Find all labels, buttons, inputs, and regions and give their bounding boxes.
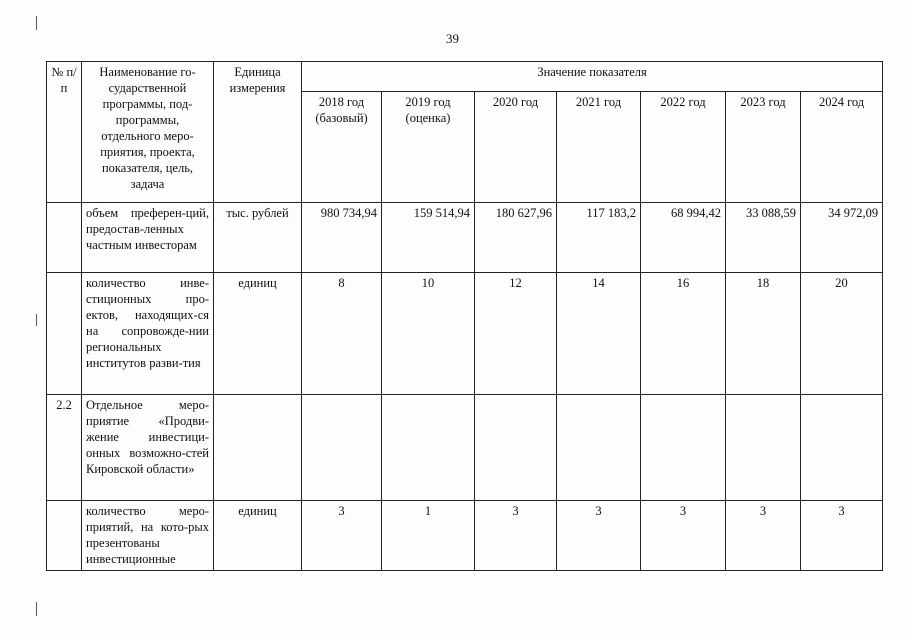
scan-mark-middle	[36, 314, 37, 326]
header-no: № п/п	[47, 62, 82, 203]
row-no	[47, 203, 82, 273]
row-value: 159 514,94	[382, 203, 475, 273]
row-unit: единиц	[214, 273, 302, 395]
table-row	[47, 203, 883, 273]
page-number: 39	[446, 31, 459, 46]
table-row	[47, 395, 883, 501]
row-name: количество меро-приятий, на кото-рых презентованы инвестиционные	[82, 501, 214, 571]
row-value: 180 627,96	[475, 203, 557, 273]
indicator-table	[46, 61, 883, 571]
row-value: 3	[557, 501, 641, 571]
row-value	[801, 395, 883, 501]
row-value: 33 088,59	[726, 203, 801, 273]
header-row-1	[47, 62, 883, 92]
row-value	[382, 395, 475, 501]
row-value	[641, 395, 726, 501]
header-year: 2023 год	[726, 92, 801, 203]
row-value: 8	[302, 273, 382, 395]
row-value: 1	[382, 501, 475, 571]
row-value: 20	[801, 273, 883, 395]
row-value: 18	[726, 273, 801, 395]
row-unit	[214, 395, 302, 501]
header-year: 2022 год	[641, 92, 726, 203]
row-no	[47, 501, 82, 571]
header-year: 2018 год (базовый)	[302, 92, 382, 203]
row-no	[47, 273, 82, 395]
row-name: количество инве-стиционных про-ектов, находящих-ся на сопровожде-нии региональных институтов разви-тия	[82, 273, 214, 395]
row-value: 117 183,2	[557, 203, 641, 273]
table-row	[47, 501, 883, 571]
row-unit: единиц	[214, 501, 302, 571]
row-value	[302, 395, 382, 501]
header-year: 2024 год	[801, 92, 883, 203]
row-value: 14	[557, 273, 641, 395]
row-value	[557, 395, 641, 501]
row-name: Отдельное меро-приятие «Продви-жение инвестици-онных возможно-стей Кировской области»	[82, 395, 214, 501]
header-unit: Единица измерения	[214, 62, 302, 203]
row-unit: тыс. рублей	[214, 203, 302, 273]
row-value	[726, 395, 801, 501]
row-value	[475, 395, 557, 501]
header-year: 2021 год	[557, 92, 641, 203]
row-value: 16	[641, 273, 726, 395]
scan-mark-bottom	[36, 602, 37, 616]
row-value: 3	[726, 501, 801, 571]
header-year: 2019 год (оценка)	[382, 92, 475, 203]
row-name: объем преферен-ций, предостав-ленных частным инвесторам	[82, 203, 214, 273]
row-value: 68 994,42	[641, 203, 726, 273]
row-no: 2.2	[47, 395, 82, 501]
table-row	[47, 273, 883, 395]
row-value: 10	[382, 273, 475, 395]
header-year: 2020 год	[475, 92, 557, 203]
header-name: Наименование го-сударственной программы, под-программы, отдельного меро-приятия, проекта, показателя, цель, задача	[82, 62, 214, 203]
row-value: 3	[641, 501, 726, 571]
scan-mark-top	[36, 16, 37, 30]
row-value: 3	[801, 501, 883, 571]
row-value: 12	[475, 273, 557, 395]
row-value: 3	[475, 501, 557, 571]
row-value: 3	[302, 501, 382, 571]
row-value: 34 972,09	[801, 203, 883, 273]
header-value-group: Значение показателя	[302, 62, 883, 92]
row-value: 980 734,94	[302, 203, 382, 273]
